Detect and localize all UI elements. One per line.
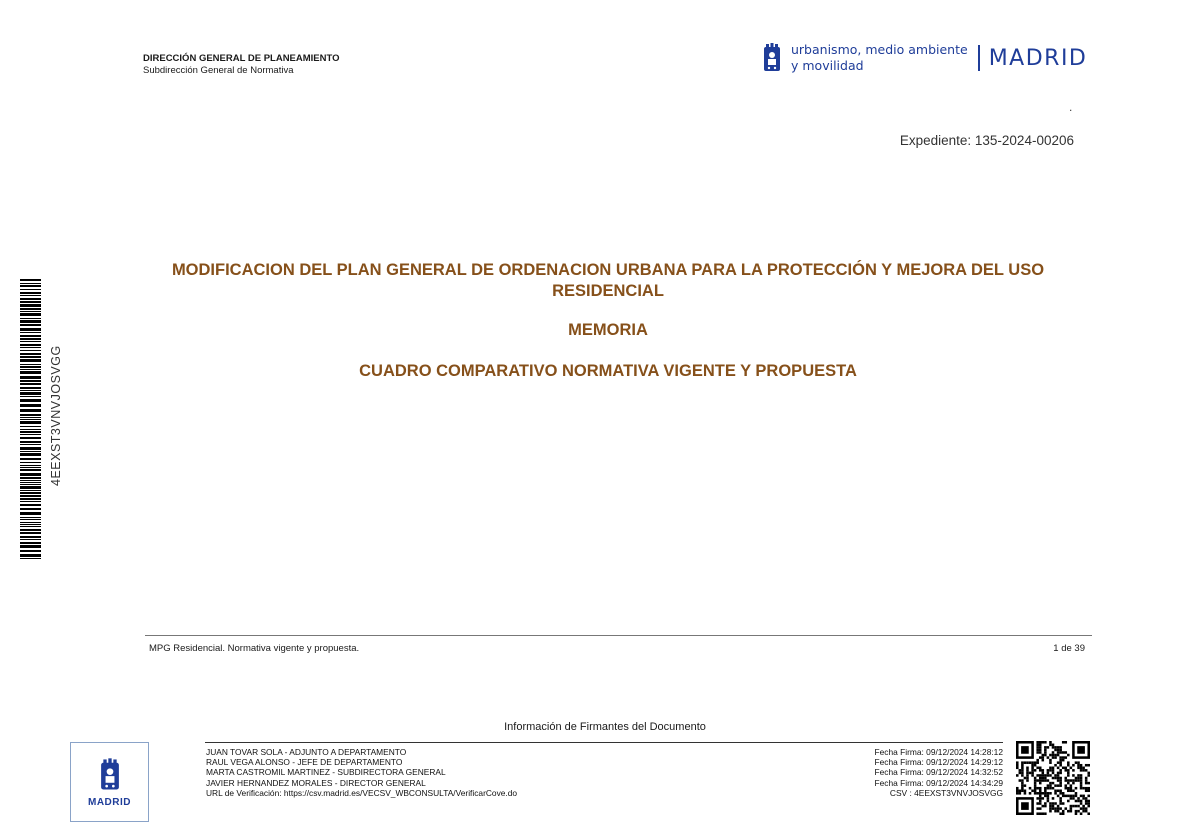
logo-area-line2: y movilidad (791, 58, 864, 73)
signature-date: Fecha Firma: 09/12/2024 14:32:52 (874, 767, 1003, 778)
logo-area-text (791, 42, 968, 74)
signature-logo-box (70, 742, 149, 822)
footer-rule (145, 635, 1092, 636)
subdepartment-name: Subdirección General de Normativa (143, 65, 294, 76)
document-title-line2: RESIDENCIAL (552, 282, 664, 300)
madrid-shield-icon (763, 43, 781, 73)
memoria-heading: MEMORIA (568, 321, 648, 339)
signature-date: Fecha Firma: 09/12/2024 14:28:12 (874, 747, 1003, 757)
department-header (143, 53, 340, 77)
signers-heading: Información de Firmantes del Documento (504, 721, 706, 733)
header-dot: . (1069, 100, 1073, 114)
signers-rule (205, 742, 1003, 743)
signer-row: RAUL VEGA ALONSO - JEFE DE DEPARTAMENTO (206, 757, 403, 768)
signature-dates (800, 747, 1003, 798)
logo-area-line1: urbanismo, medio ambiente (791, 42, 968, 57)
signers-list (206, 747, 517, 798)
signer-row: MARTA CASTROMIL MARTINEZ - SUBDIRECTORA GENERAL (206, 767, 446, 778)
signer-row: JUAN TOVAR SOLA - ADJUNTO A DEPARTAMENTO (206, 747, 407, 757)
document-title (120, 260, 1096, 302)
madrid-logo (763, 42, 1087, 74)
subtitle-heading: CUADRO COMPARATIVO NORMATIVA VIGENTE Y PROPUESTA (359, 362, 857, 380)
csv-vertical-code: 4EEXST3VNVJOSVGG (49, 345, 63, 486)
footer-document-name: MPG Residencial. Normativa vigente y propuesta. (149, 643, 360, 654)
expediente-number: Expediente: 135-2024-00206 (899, 133, 1074, 148)
csv-barcode (20, 279, 41, 559)
qr-code-icon (1016, 741, 1090, 815)
signature-date: Fecha Firma: 09/12/2024 14:29:12 (874, 757, 1003, 768)
logo-divider (978, 45, 980, 71)
signer-row: JAVIER HERNANDEZ MORALES - DIRECTOR GENERAL (206, 777, 426, 788)
madrid-shield-icon (100, 758, 120, 792)
department-name: DIRECCIÓN GENERAL DE PLANEAMIENTO (143, 53, 340, 64)
logo-city: MADRID (988, 45, 1088, 71)
signature-date: Fecha Firma: 09/12/2024 14:34:29 (874, 777, 1003, 788)
verification-url[interactable]: URL de Verificación: https://csv.madrid.es/VECSV_WBCONSULTA/VerificarCove.do (206, 787, 518, 798)
signature-logo-city: MADRID (88, 797, 131, 808)
document-title-line1: MODIFICACION DEL PLAN GENERAL DE ORDENACION URBANA PARA LA PROTECCIÓN Y MEJORA DEL USO (171, 261, 1045, 279)
csv-code: CSV : 4EEXST3VNVJOSVGG (889, 787, 1003, 798)
page-number: 1 de 39 (1053, 643, 1085, 654)
